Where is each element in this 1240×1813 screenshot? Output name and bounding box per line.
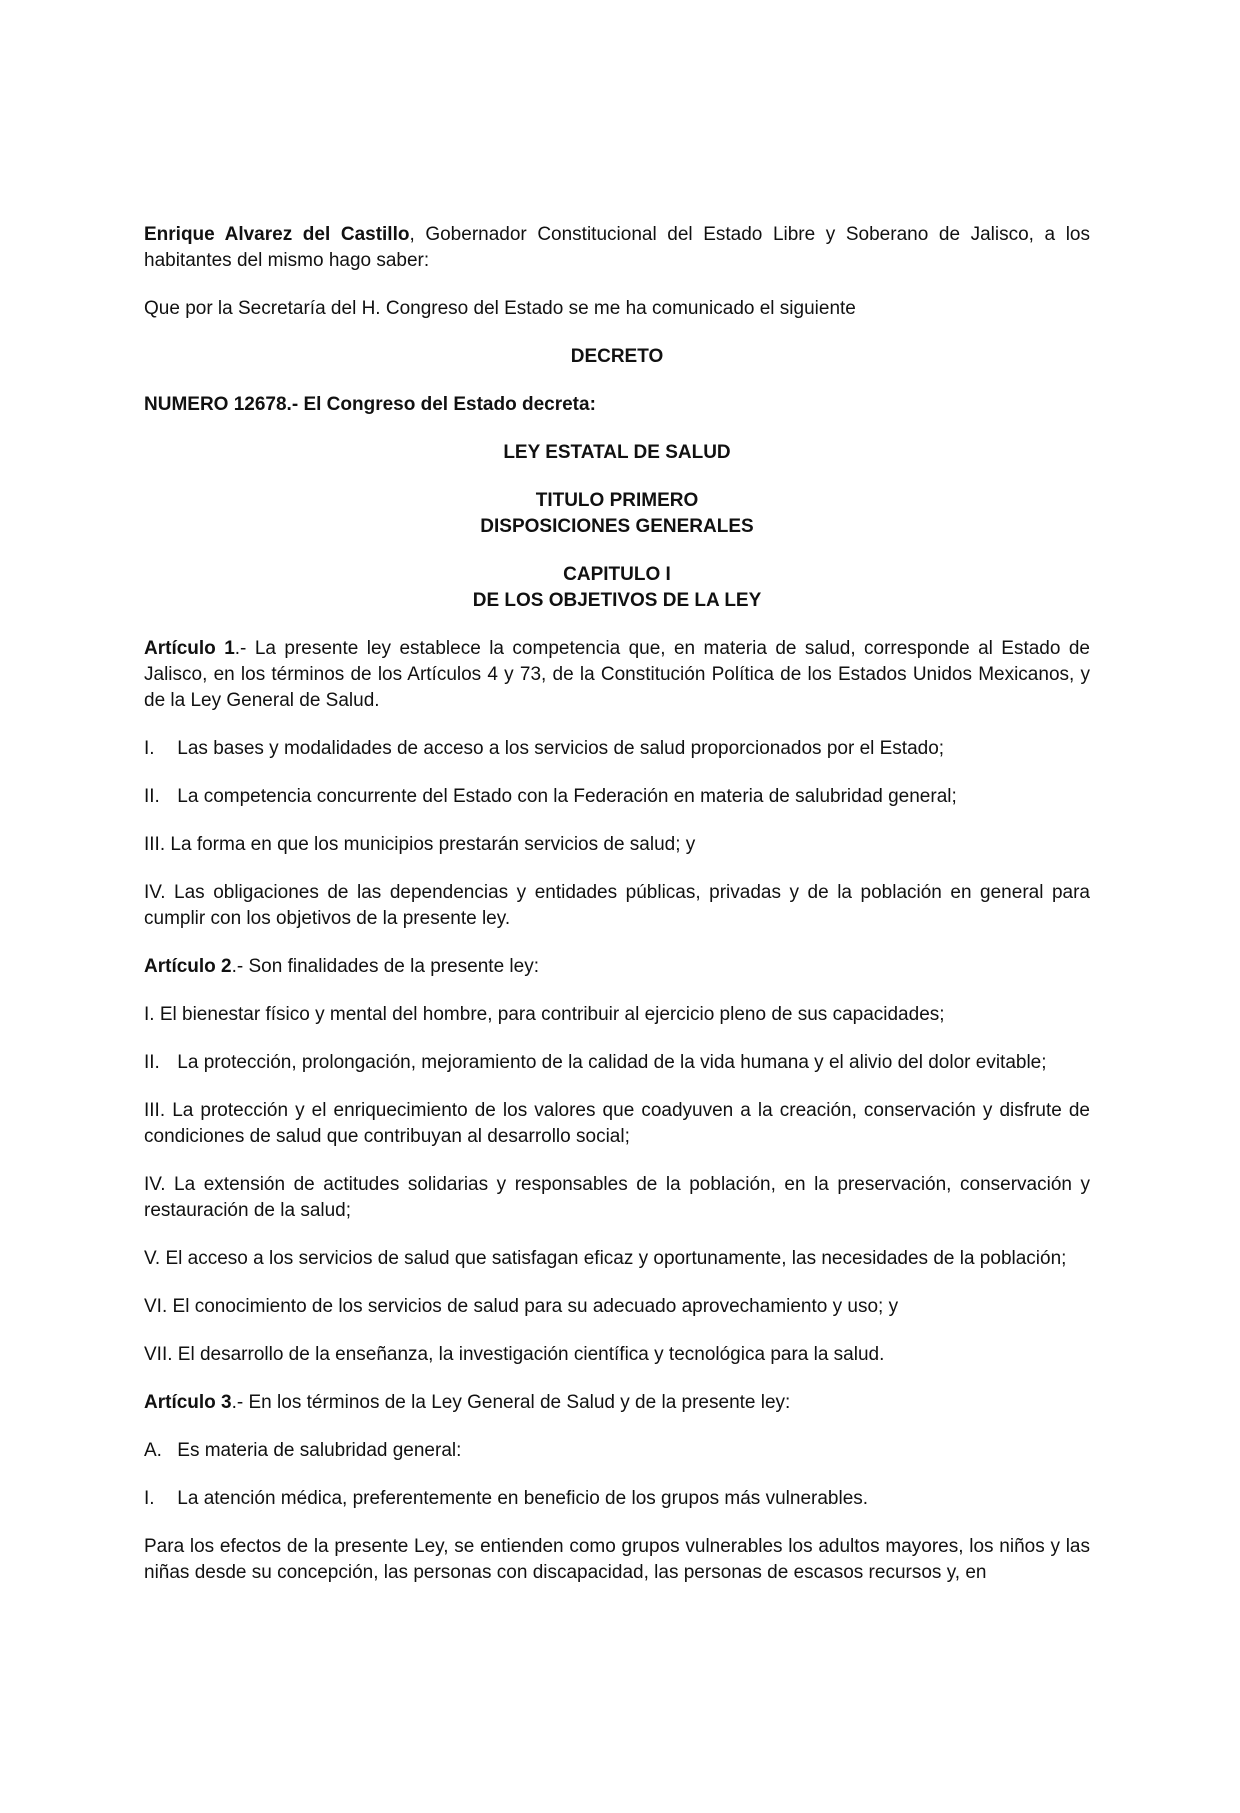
- item-number: II.: [144, 1052, 160, 1073]
- article-2-item: [144, 1050, 1090, 1076]
- item-text: La competencia concurrente del Estado con la Federación en materia de salubridad general;: [177, 786, 957, 807]
- article-1-item: [144, 736, 1090, 762]
- item-text: La extensión de actitudes solidarias y responsables de la población, en la preservación, conservación y restauración de la salud;: [144, 1174, 1090, 1221]
- section-text: Es materia de salubridad general:: [177, 1440, 462, 1461]
- vulnerable-groups-paragraph: Para los efectos de la presente Ley, se entienden como grupos vulnerables los adultos mayores, los niños y las niñas desde su concepción, las personas con discapacidad, las personas de escasos recursos y, en: [144, 1536, 1090, 1583]
- article-2-item: [144, 1294, 1090, 1320]
- article-2-label: Artículo 2: [144, 956, 232, 977]
- item-number: IV.: [144, 1174, 166, 1195]
- item-text: La protección, prolongación, mejoramiento de la calidad de la vida humana y el alivio del dolor evitable;: [177, 1052, 1047, 1073]
- item-number: III.: [144, 834, 166, 855]
- governor-name: Enrique Alvarez del Castillo: [144, 224, 410, 245]
- item-text: La protección y el enriquecimiento de los valores que coadyuven a la creación, conservación y disfrute de condiciones de salud que contribuyan al desarrollo social;: [144, 1100, 1090, 1147]
- titulo-line2: DISPOSICIONES GENERALES: [480, 516, 754, 537]
- titulo-heading: [144, 488, 1090, 540]
- item-number: III.: [144, 1100, 166, 1121]
- article-2-item: [144, 1172, 1090, 1224]
- capitulo-line2: DE LOS OBJETIVOS DE LA LEY: [472, 590, 762, 611]
- article-2-item: [144, 1246, 1090, 1272]
- article-1-item: [144, 880, 1090, 932]
- article-3-label: Artículo 3: [144, 1392, 232, 1413]
- item-text: La atención médica, preferentemente en beneficio de los grupos más vulnerables.: [177, 1488, 869, 1509]
- item-text: Las obligaciones de las dependencias y entidades públicas, privadas y de la población en general para cumplir con los objetivos de la presente ley.: [144, 882, 1090, 929]
- article-1-label: Artículo 1: [144, 638, 235, 659]
- item-text: El bienestar físico y mental del hombre, para contribuir al ejercicio pleno de sus capacidades;: [159, 1004, 945, 1025]
- article-2-item: [144, 1342, 1090, 1368]
- item-number: VII.: [144, 1344, 173, 1365]
- item-text: Las bases y modalidades de acceso a los servicios de salud proporcionados por el Estado;: [177, 738, 945, 759]
- intro-paragraph: [144, 222, 1090, 274]
- item-text: La forma en que los municipios prestarán servicios de salud; y: [170, 834, 696, 855]
- article-3: [144, 1390, 1090, 1416]
- capitulo-line1: CAPITULO I: [563, 564, 671, 585]
- article-3-item: [144, 1486, 1090, 1512]
- item-number: V.: [144, 1248, 161, 1269]
- item-number: VI.: [144, 1296, 168, 1317]
- item-number: I.: [144, 738, 155, 759]
- article-1-text: .- La presente ley establece la competencia que, en materia de salud, corresponde al Estado de Jalisco, en los términos de los Artículos 4 y 73, de la Constitución Política de los Estados Unidos Mexicanos, y de la Ley General de Salud.: [144, 638, 1090, 711]
- article-2-item: [144, 1098, 1090, 1150]
- titulo-line1: TITULO PRIMERO: [535, 490, 699, 511]
- article-2-item: [144, 1002, 1090, 1028]
- communicated-paragraph: Que por la Secretaría del H. Congreso del Estado se me ha comunicado el siguiente: [144, 298, 856, 319]
- item-number: I.: [144, 1488, 155, 1509]
- article-1-item: [144, 832, 1090, 858]
- item-number: II.: [144, 786, 160, 807]
- item-text: El conocimiento de los servicios de salud para su adecuado aprovechamiento y uso; y: [172, 1296, 899, 1317]
- decreto-heading: DECRETO: [570, 346, 664, 367]
- article-1-item: [144, 784, 1090, 810]
- item-text: El acceso a los servicios de salud que satisfagan eficaz y oportunamente, las necesidades de la población;: [165, 1248, 1067, 1269]
- document-body: [144, 222, 1090, 1608]
- article-3-text: .- En los términos de la Ley General de Salud y de la presente ley:: [231, 1392, 791, 1413]
- law-title: LEY ESTATAL DE SALUD: [503, 442, 731, 463]
- capitulo-heading: [144, 562, 1090, 614]
- intro-text: , Gobernador Constitucional del Estado Libre y Soberano de Jalisco, a los habitantes del mismo hago saber:: [144, 224, 1090, 271]
- article-2-text: .- Son finalidades de la presente ley:: [231, 956, 539, 977]
- item-text: El desarrollo de la enseñanza, la investigación científica y tecnológica para la salud.: [177, 1344, 885, 1365]
- article-1: [144, 636, 1090, 714]
- item-number: IV.: [144, 882, 166, 903]
- article-3-section-a: [144, 1438, 1090, 1464]
- numero-line: NUMERO 12678.- El Congreso del Estado decreta:: [144, 394, 596, 415]
- item-number: I.: [144, 1004, 155, 1025]
- section-letter: A.: [144, 1440, 162, 1461]
- article-2: [144, 954, 1090, 980]
